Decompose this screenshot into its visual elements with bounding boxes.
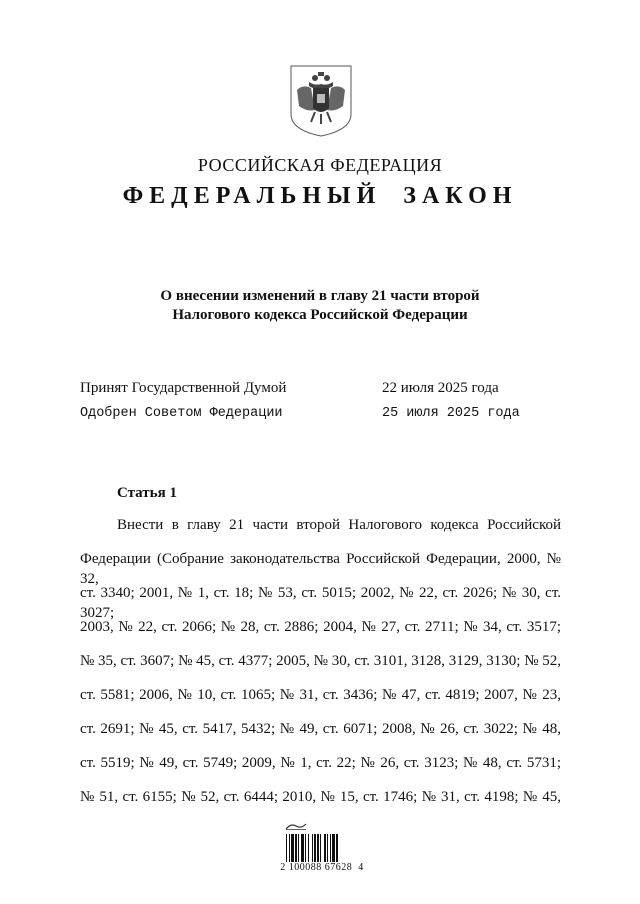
subject-line: О внесении изменений в главу 21 части второй — [160, 288, 480, 304]
body-line: ст. 5581; 2006, № 10, ст. 1065; № 31, ст. 3436; № 47, ст. 4819; 2007, № 23, — [80, 687, 561, 703]
body-line: 2003, № 22, ст. 2066; № 28, ст. 2886; 2004, № 27, ст. 2711; № 34, ст. 3517; — [80, 619, 561, 635]
article-body — [80, 515, 561, 821]
barcode-bar — [327, 834, 328, 862]
barcode-bar — [289, 834, 290, 862]
adoption-label: Принят Государственной Думой — [80, 380, 287, 396]
document-mark-icon — [285, 822, 307, 830]
adoption-label: Одобрен Советом Федерации — [80, 406, 283, 421]
barcode-bar — [324, 834, 326, 862]
barcode-bar — [330, 834, 331, 862]
adoption-date: 22 июля 2025 года — [382, 380, 499, 396]
barcode-bar — [312, 834, 313, 862]
article-heading: Статья 1 — [117, 485, 177, 501]
barcode-bar — [298, 834, 299, 862]
body-line: ст. 2691; № 45, ст. 5417, 5432; № 49, ст. 6071; 2008, № 26, ст. 3022; № 48, — [80, 721, 561, 737]
barcode-bar — [336, 834, 338, 862]
barcode-bar — [286, 834, 287, 862]
barcode-bar — [308, 834, 309, 862]
adoption-date: 25 июля 2025 года — [382, 406, 520, 421]
law-title — [0, 183, 640, 210]
barcode-bar — [320, 834, 321, 862]
barcode-bar — [301, 834, 304, 862]
body-line: № 35, ст. 3607; № 45, ст. 4377; 2005, № 30, ст. 3101, 3128, 3129, 3130; № 52, — [80, 653, 562, 669]
barcode-bar — [314, 834, 316, 862]
body-line: ст. 5519; № 49, ст. 5749; 2009, № 1, ст. 22; № 26, ст. 3123; № 48, ст. 5731; — [80, 755, 561, 771]
coat-of-arms-emblem — [289, 64, 353, 138]
country-name: РОССИЙСКАЯ ФЕДЕРАЦИЯ — [197, 155, 443, 175]
barcode-bar — [305, 834, 306, 862]
barcode-bar — [317, 834, 319, 862]
barcode-bar — [332, 834, 335, 862]
body-line: № 51, ст. 6155; № 52, ст. 6444; 2010, № 15, ст. 1746; № 31, ст. 4198; № 45, — [80, 789, 561, 805]
body-line: Федерации (Собрание законодательства Российской Федерации, 2000, № 32, — [80, 551, 561, 587]
barcode-number: 2 100088 67628 4 — [280, 862, 364, 873]
body-line: Внести в главу 21 части второй Налогового кодекса Российской — [117, 517, 561, 533]
body-line: ст. 3340; 2001, № 1, ст. 18; № 53, ст. 5015; 2002, № 22, ст. 2026; № 30, ст. 3027; — [80, 585, 561, 621]
law-title-word-2: ЗАКОН — [403, 183, 518, 209]
barcode — [286, 834, 356, 862]
law-title-word-1: ФЕДЕРАЛЬНЫЙ — [122, 183, 382, 209]
subject-line: Налогового кодекса Российской Федерации — [172, 307, 468, 323]
barcode-bar — [291, 834, 294, 862]
law-subject — [0, 287, 640, 325]
barcode-bar — [295, 834, 297, 862]
